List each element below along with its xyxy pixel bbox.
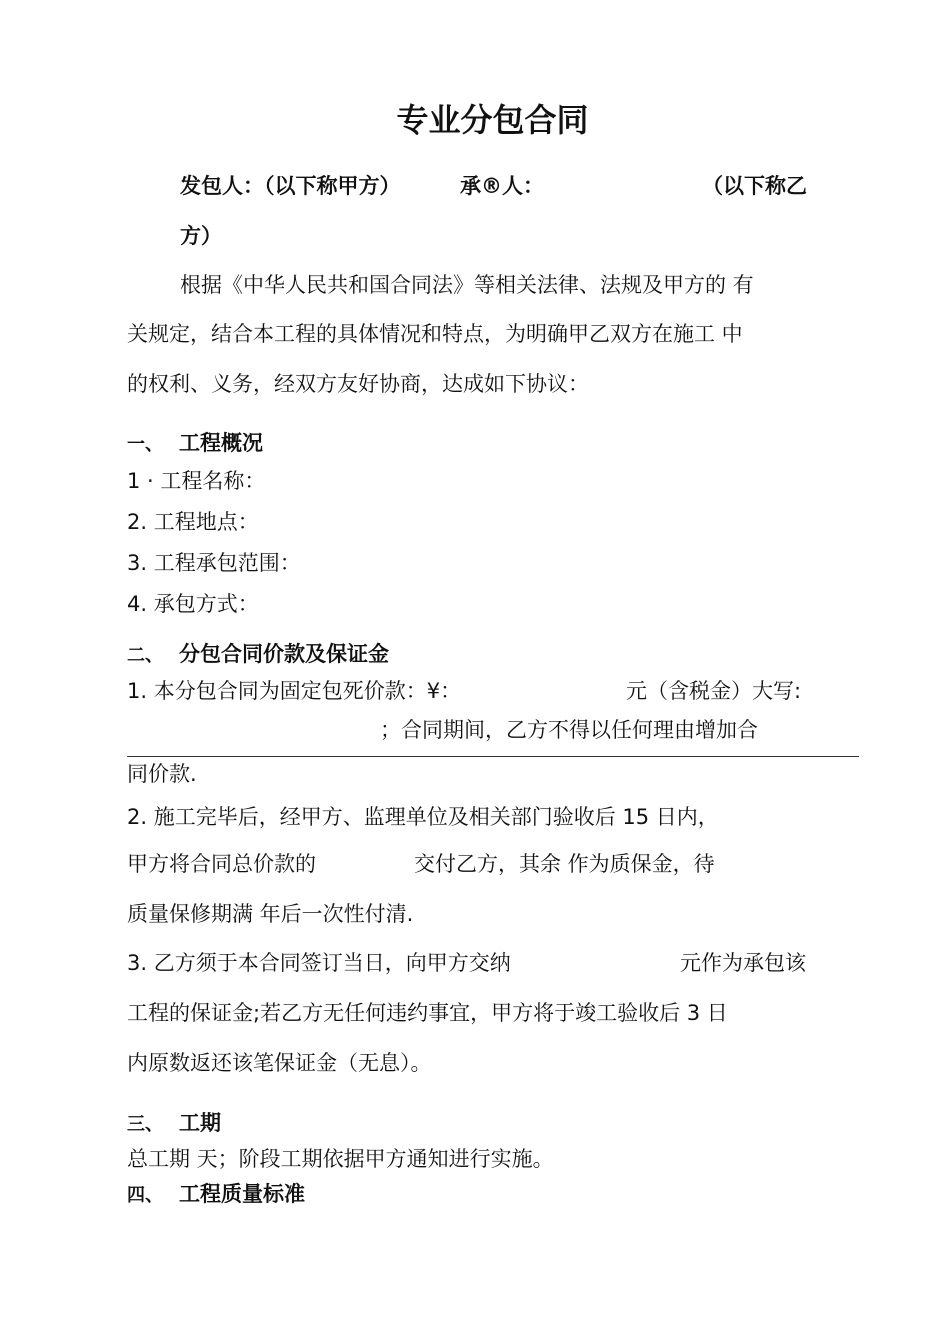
clause-1-line-b: 元（含税金）大写: [626, 679, 802, 703]
clause-1-line-a: 1. 本分包合同为固定包死价款：¥： [127, 679, 462, 703]
clause-1-line-c: ；合同期间，乙方不得以任何理由增加合 [380, 718, 758, 742]
section-1-item: 2. 工程地点： [127, 510, 259, 534]
section-3-number: 三、 [127, 1114, 163, 1135]
section-2-heading [127, 640, 389, 670]
party-a-label: 发包人：（以下称甲方） [180, 174, 401, 198]
intro-line-2: 关规定，结合本工程的具体情况和特点，为明确甲乙双方在施工 中 [127, 322, 743, 346]
clause-3-line-a2: 元作为承包该 [680, 951, 806, 975]
party-b-suffix-cont: 方） [180, 224, 222, 248]
section-3-text: 总工期 天；阶段工期依据甲方通知进行实施。 [127, 1147, 554, 1171]
section-1-item: 1 · 工程名称： [127, 469, 266, 493]
underline-rule [127, 756, 859, 757]
section-1-title: 工程概况 [179, 431, 263, 455]
party-b-suffix: （以下称乙 [702, 174, 807, 198]
clause-2-line-c: 质量保修期满 年后一次性付清. [127, 902, 414, 926]
intro-line-3: 的权利、义务，经双方友好协商，达成如下协议： [127, 372, 589, 396]
section-2-number: 二、 [127, 645, 163, 666]
clause-3-line-c: 内原数返还该笔保证金（无息）。 [127, 1051, 432, 1075]
intro-line-1: 根据《中华人民共和国合同法》等相关法律、法规及甲方的 有 [180, 273, 754, 297]
clause-3-line-b: 工程的保证金;若乙方无任何违约事宜，甲方将于竣工验收后 3 日 [127, 1001, 728, 1025]
party-b-label: 承®人： [460, 174, 544, 198]
clause-2-line-b1: 甲方将合同总价款的 [127, 852, 316, 876]
clause-2-line-b2: 交付乙方，其余 作为质保金，待 [414, 852, 715, 876]
clause-2-line-a: 2. 施工完毕后，经甲方、监理单位及相关部门验收后 15 日内， [127, 805, 719, 829]
section-2-title: 分包合同价款及保证金 [179, 642, 389, 666]
section-1-heading [127, 429, 263, 459]
section-3-title: 工期 [179, 1111, 221, 1135]
section-4-title: 工程质量标准 [179, 1182, 305, 1206]
clause-1-line-d: 同价款. [127, 762, 197, 786]
section-3-heading [127, 1109, 221, 1139]
section-1-item: 4. 承包方式： [127, 592, 259, 616]
section-4-heading [127, 1180, 305, 1210]
clause-3-line-a1: 3. 乙方须于本合同签订当日，向甲方交纳 [127, 951, 511, 975]
section-1-number: 一、 [127, 434, 163, 455]
section-4-number: 四、 [127, 1185, 163, 1206]
section-1-item: 3. 工程承包范围： [127, 551, 301, 575]
document-title: 专业分包合同 [396, 101, 589, 139]
